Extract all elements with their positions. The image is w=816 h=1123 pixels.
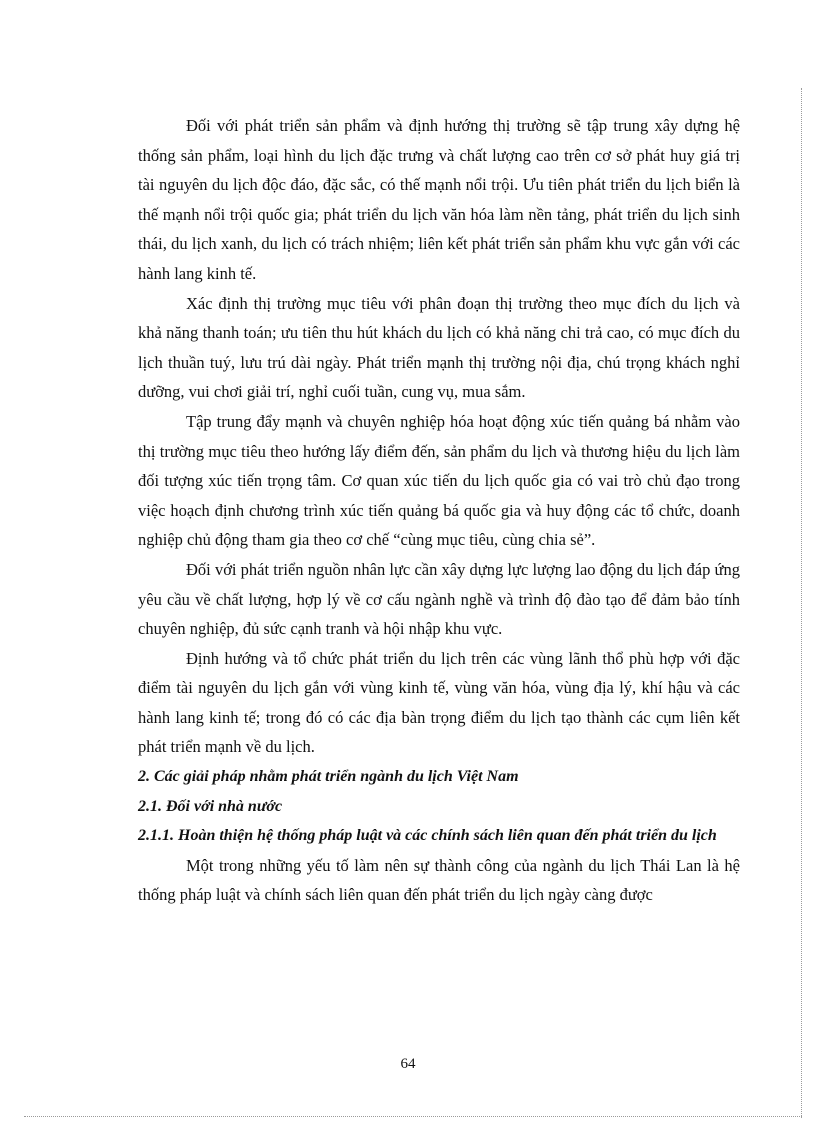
page-number: 64: [400, 1056, 416, 1072]
paragraph-regional-development: Định hướng và tổ chức phát triển du lịch trên các vùng lãnh thổ phù hợp với đặc điểm tài nguyên du lịch gắn với vùng kinh tế, vùng văn hóa, vùng địa lý, khí hậu và các hành lang kinh tế; trong đó có các địa bàn trọng điểm du lịch tạo thành các cụm liên kết phát triển mạnh về du lịch.: [138, 648, 740, 757]
paragraph-legal-system: Một trong những yếu tố làm nên sự thành công của ngành du lịch Thái Lan là hệ thống pháp luật và chính sách liên quan đến phát triển du lịch ngày càng được: [138, 855, 740, 905]
paragraph-product-market: Đối với phát triển sản phẩm và định hướng thị trường sẽ tập trung xây dựng hệ thống sản phẩm, loại hình du lịch đặc trưng và chất lượng cao trên cơ sở phát huy giá trị tài nguyên du lịch độc đáo, đặc sắc, có thế mạnh nổi trội. Ưu tiên phát triển du lịch biển là thế mạnh nổi trội quốc gia; phát triển du lịch văn hóa làm nền tảng, phát triển du lịch sinh thái, du lịch xanh, du lịch có trách nhiệm; liên kết phát triển sản phẩm khu vực gắn với các hành lang kinh tế.: [138, 116, 740, 283]
page-border-bottom: [24, 1116, 802, 1117]
subsection-heading: 2.1. Đối với nhà nước: [138, 797, 283, 815]
page-border-right: [801, 88, 802, 1118]
sub-subsection-heading: 2.1.1. Hoàn thiện hệ thống pháp luật và các chính sách liên quan đến phát triển du lịch: [138, 827, 717, 845]
section-heading: 2. Các giải pháp nhằm phát triển ngành du lịch Việt Nam: [138, 768, 519, 786]
paragraph-target-market: Xác định thị trường mục tiêu với phân đoạn thị trường theo mục đích du lịch và khả năng thanh toán; ưu tiên thu hút khách du lịch có khả năng chi trả cao, có mục đích du lịch thuần tuý, lưu trú dài ngày. Phát triển mạnh thị trường nội địa, chú trọng khách nghỉ dưỡng, vui chơi giải trí, nghỉ cuối tuần, cung vụ, mua sắm.: [138, 293, 740, 402]
paragraph-promotion: Tập trung đẩy mạnh và chuyên nghiệp hóa hoạt động xúc tiến quảng bá nhằm vào thị trường mục tiêu theo hướng lấy điểm đến, sản phẩm du lịch và thương hiệu du lịch làm đối tượng xúc tiến trọng tâm. Cơ quan xúc tiến du lịch quốc gia có vai trò chủ đạo trong việc hoạch định chương trình xúc tiến quảng bá quốc gia và huy động các tổ chức, doanh nghiệp chủ động tham gia theo cơ chế “cùng mục tiêu, cùng chia sẻ”.: [138, 411, 740, 550]
paragraph-human-resources: Đối với phát triển nguồn nhân lực cần xây dựng lực lượng lao động du lịch đáp ứng yêu cầu về chất lượng, hợp lý về cơ cấu ngành nghề và trình độ đào tạo để đảm bảo tính chuyên nghiệp, đủ sức cạnh tranh và hội nhập khu vực.: [138, 559, 740, 639]
document-body: [138, 111, 740, 910]
